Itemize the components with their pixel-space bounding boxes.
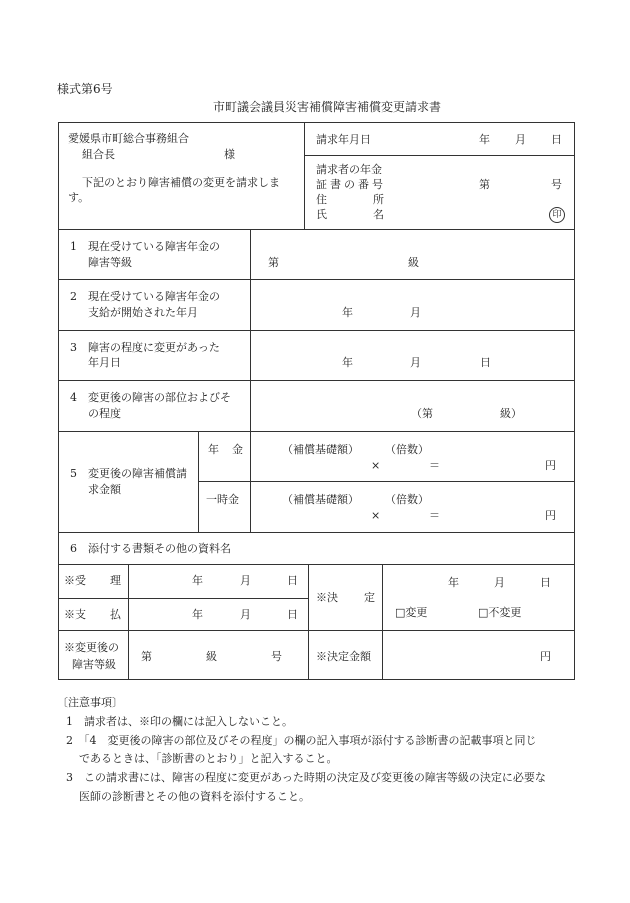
ichijikin-base: （補償基礎額） <box>282 493 359 506</box>
nenkin-label-b: 金 <box>232 443 243 456</box>
decision-unchanged-checkbox: □不変更 <box>478 606 522 619</box>
received-day: 日 <box>287 574 298 587</box>
item2-year: 年 <box>342 306 353 319</box>
form-title: 市町議会議員災害補償障害補償変更請求書 <box>213 100 442 114</box>
decision-changed-checkbox: □変更 <box>395 606 428 619</box>
received-month: 月 <box>240 574 251 587</box>
note-2: 2 「4 変更後の障害の部位及びその程度」の欄の記入事項が添付する診断書の記載事項と同じ <box>66 734 537 747</box>
nenkin-times: × <box>371 459 381 472</box>
note-2-cont: であるときは、「診断書のとおり」と記入すること。 <box>79 752 338 765</box>
address-label-b: 所 <box>373 193 384 206</box>
cert-label-2: 証書の番号 <box>316 178 386 191</box>
nenkin-label-a: 年 <box>208 443 219 456</box>
request-date-day: 日 <box>551 133 562 146</box>
item3-year: 年 <box>342 356 353 369</box>
address-label-a: 住 <box>316 193 327 206</box>
item2-label: 2 現在受けている障害年金の <box>70 290 220 303</box>
item4-kyu: 級） <box>500 407 522 420</box>
paid-year: 年 <box>192 608 203 621</box>
item5-label: 5 変更後の障害補償請 <box>70 467 187 480</box>
notes-heading: 〔注意事項〕 <box>57 696 123 709</box>
item3-label: 3 障害の程度に変更があった <box>70 341 220 354</box>
item2-month: 月 <box>410 306 421 319</box>
changed-grade-label-2: 障害等級 <box>72 658 116 671</box>
item6-label: 6 添付する書類その他の資料名 <box>70 542 231 555</box>
seal-icon: 印 <box>549 207 565 223</box>
note-3-cont: 医師の診断書とその他の資料を添付すること。 <box>79 790 310 803</box>
decision-month: 月 <box>494 576 505 589</box>
decided-amount-yen: 円 <box>540 650 551 663</box>
item1-label: 1 現在受けている障害年金の <box>70 240 220 253</box>
paid-label-b: 払 <box>110 608 121 621</box>
decision-label-a: ※決 <box>316 591 338 604</box>
item3-label-2: 年月日 <box>88 356 121 369</box>
nenkin-equals: ＝ <box>429 459 440 472</box>
item1-dai: 第 <box>268 256 279 269</box>
note-1: 1 請求者は、※印の欄には記入しないこと。 <box>66 715 293 728</box>
nenkin-base: （補償基礎額） <box>282 443 359 456</box>
form-number: 様式第6号 <box>57 82 113 96</box>
decided-amount-label: ※決定金額 <box>316 650 371 663</box>
request-text-end: す。 <box>68 191 90 204</box>
cert-label-1: 請求者の年金 <box>316 163 382 176</box>
request-text: 下記のとおり障害補償の変更を請求しま <box>82 176 280 189</box>
name-label-b: 名 <box>373 208 384 221</box>
paid-month: 月 <box>240 608 251 621</box>
request-date-label: 請求年月日 <box>316 133 371 146</box>
changed-grade-label: ※変更後の <box>64 641 119 654</box>
changed-grade-dai: 第 <box>141 650 152 663</box>
nenkin-yen: 円 <box>545 459 556 472</box>
cert-gou: 号 <box>551 178 562 191</box>
ichijikin-multiplier: （倍数） <box>385 493 429 506</box>
decision-day: 日 <box>540 576 551 589</box>
ichijikin-yen: 円 <box>545 509 556 522</box>
nenkin-multiplier: （倍数） <box>385 443 429 456</box>
paid-label-a: ※支 <box>64 608 86 621</box>
paid-day: 日 <box>287 608 298 621</box>
item3-day: 日 <box>480 356 491 369</box>
received-label-b: 理 <box>110 574 121 587</box>
received-label-a: ※受 <box>64 574 86 587</box>
item4-dai: （第 <box>411 407 433 420</box>
changed-grade-kyu: 級 <box>206 650 217 663</box>
request-date-month: 月 <box>515 133 526 146</box>
decision-label-b: 定 <box>364 591 375 604</box>
note-3: 3 この請求書には、障害の程度に変更があった時期の決定及び変更後の障害等級の決定に必要な <box>66 771 546 784</box>
received-year: 年 <box>192 574 203 587</box>
item4-label: 4 変更後の障害の部位およびそ <box>70 391 231 404</box>
ichijikin-label: 一時金 <box>206 493 239 506</box>
ichijikin-equals: ＝ <box>429 509 440 522</box>
item4-label-2: の程度 <box>88 407 121 420</box>
item2-label-2: 支給が開始された年月 <box>88 306 198 319</box>
item3-month: 月 <box>410 356 421 369</box>
item1-label-2: 障害等級 <box>88 256 132 269</box>
request-date-year: 年 <box>479 133 490 146</box>
addressee-honorific: 様 <box>224 148 235 161</box>
changed-grade-gou: 号 <box>271 650 282 663</box>
addressee-title: 組合長 <box>82 148 115 161</box>
name-label-a: 氏 <box>316 208 327 221</box>
addressee-org: 愛媛県市町総合事務組合 <box>68 132 189 145</box>
decision-year: 年 <box>448 576 459 589</box>
ichijikin-times: × <box>371 509 381 522</box>
item5-label-2: 求金額 <box>88 483 121 496</box>
item1-kyu: 級 <box>408 256 419 269</box>
cert-dai: 第 <box>479 178 490 191</box>
